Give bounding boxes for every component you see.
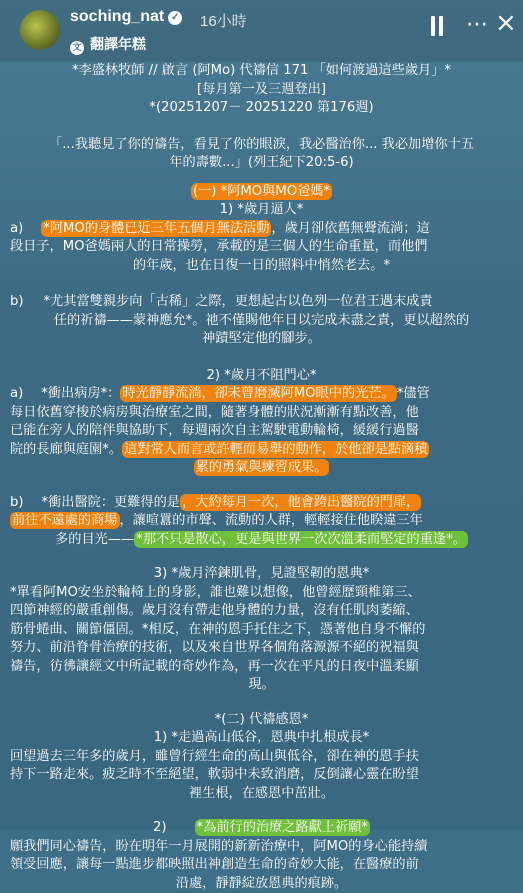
item-b2-green-highlight: *那不只是散心，更是與世界一次次溫柔而堅定的重逢*。 — [134, 531, 468, 548]
section-2-heading: *(二) 代禱感恩* — [10, 711, 513, 730]
item-c3-line2: 四節神經的嚴重創傷。歲月沒有帶走他身體的力量，沒有任肌肉萎縮、 — [10, 602, 513, 621]
section-1-heading: (一) *阿MO與MO爸媽* — [191, 183, 332, 200]
item-c3-line3: 筋骨蜷曲、關節僵固。*相反，在神的恩手托住之下，憑著他自身不懈的 — [10, 621, 513, 640]
schedule-line: [每月第一及三週登出] — [10, 81, 513, 100]
title-line: *李盛林牧師 // 啟言 (阿Mo) 代禱信 171 「如何渡過這些歲月」* — [10, 62, 513, 81]
item-e2-line1: 願我們同心禱告，盼在明年一月展開的新新治療中，阿MO的身心能持續 — [10, 838, 513, 857]
sub-heading-3: 3) *歲月淬鍊肌骨，見證堅韌的恩典* — [10, 565, 513, 584]
post-time: 16小時 — [200, 10, 247, 31]
item-c3-line4: 努力、前沿脊骨治療的技術，以及來自世界各個角落源源不絕的祝福與 — [10, 639, 513, 658]
item-b2-highlight: ，大約每月一次，他會跨出醫院的門扉， — [180, 494, 421, 511]
item-d1-line2: 持下一路走來。疲乏時不至絕望，軟弱中未致消磨，反倒讓心靈在盼望 — [10, 766, 513, 785]
more-icon[interactable]: ⋯ — [466, 12, 489, 37]
item-e2-line3: 沿處，靜靜綻放恩典的痕跡。 — [10, 875, 513, 893]
item-a1-line3: 的年歲，也在日復一日的照料中悄然老去。* — [10, 257, 513, 276]
item-c3-line5: 禱告，彷彿讓經文中所記載的奇妙作為，再一次在平凡的日夜中溫柔顯 — [10, 658, 513, 677]
sub-heading-2-1: 1) *走過高山低谷，恩典中扎根成長* — [10, 729, 513, 748]
item-b2-highlight-2: 前往不遠處的商場 — [10, 512, 120, 529]
item-a1-label: a) — [10, 221, 23, 236]
verse-line-2: 年的壽數...」(列王紀下20:5-6) — [10, 154, 513, 173]
verified-badge-icon: ✓ — [168, 11, 182, 25]
item-a1-line2: 段日子，MO爸媽兩人的日常操勞，承載的是三個人的生命重量，而他們 — [10, 238, 513, 257]
translate-button[interactable]: 文 翻譯年糕 — [70, 34, 146, 55]
item-a2-line2: 每日依舊穿梭於病房與治療室之間，隨著身體的狀況漸漸有點改善，他 — [10, 404, 513, 423]
item-e2-line2: 領受回應，讓每一點進步都映照出神創造生命的奇妙大能，在醫療的前 — [10, 856, 513, 875]
item-a2-highlight: 時光靜靜流淌，卻未曾磨滅阿MO眼中的光芒。 — [120, 385, 396, 402]
story-text: *李盛林牧師 // 啟言 (阿Mo) 代禱信 171 「如何渡過這些歲月」* [每月第一及三週登出] *(20251207－ 20251220 第176週) 「...我聽見了你的禱告，看見了你的眼淚，我必醫治你... 我必加增你十五 年的壽數...」(列王紀下20:5-6) (一) *阿MO與MO爸媽* 1) *歲月逼人* a) *阿MO的身體已近三年五個月無法活動 ，歲月卻依舊無聲流淌；這 段日子，MO爸媽兩人的日常操勞，承載的是三個人的生命重量，而他們 的年歲，也在日復一日的照料中悄然老去。* b) *尤其當雙親步向「古稀」之際，更想起古以色列一位君王遇末成責 任的祈禱——蒙神應允*。祂不僅賜他年日以完成未盡之責，更以超然的 神蹟堅定他的腳步。 2) *歲月不阻門心* a) *衝出病房*： 時光靜靜流淌，卻未曾磨滅阿MO眼中的光芒。 *儘管 每日依舊穿梭於病房與治療室之間，隨著身體的狀況漸漸有點改善，他 已能在旁人的陪伴與協助下，每週兩次自主駕駛電動輪椅，緩緩行過醫 院的長廊與庭園*。 這對常人而言或許輕而易舉的動作，於他卻是點滴積 累的勇氣與練習成果。 b) *衝出醫院：更難得的是 ，大約每月一次，他會跨出醫院的門扉， 前往不遠處的商場 ，讓喧囂的市聲、流動的人群，輕輕接住他睽違三年 多的目光—— *那不只是散心，更是與世界一次次溫柔而堅定的重逢*。 3) *歲月淬鍊肌骨，見證堅韌的恩典* *單看阿MO安坐於輪椅上的身影，誰也難以想像，他曾經歷頸椎第三、 四節神經的嚴重創傷。歲月沒有帶走他身體的力量，沒有任肌肉萎縮、 筋骨蜷曲、關節僵固。*相反，在神的恩手托住之下，憑著他自身不懈的 努力、前沿脊骨治療的技術，以及來自世界各個角落源源不絕的祝福與 禱告，彷彿讓經文中所記載的奇妙作為，再一次在平凡的日夜中溫柔顯 現。 *(二) 代禱感恩* 1) *走過高山低谷，恩典中扎根成長* 回望過去三年多的歲月，雖曾行經生命的高山與低谷，卻在神的恩手扶 持下一路走來。疲乏時不至絕望，軟弱中未致消磨，反倒讓心靈在盼望 裡生根，在感恩中茁壯。 2) *為前行的治療之路獻上祈願* 願我們同心禱告，盼在明年一月展開的新新治療中，阿MO的身心能持續 領受回應，讓每一點進步都映照出神創造生命的奇妙大能，在醫療的前 沿處，靜靜綻放恩典的痕跡。 — [10, 62, 513, 893]
item-c3-line1: *單看阿MO安坐於輪椅上的身影，誰也難以想像，他曾經歷頸椎第三、 — [10, 584, 513, 603]
item-a2-line3: 已能在旁人的陪伴與協助下，每週兩次自主駕駛電動輪椅，緩緩行過醫 — [10, 422, 513, 441]
close-icon[interactable]: × — [495, 8, 517, 38]
story-header — [0, 0, 523, 62]
avatar[interactable] — [20, 10, 60, 50]
pause-icon[interactable] — [428, 16, 446, 36]
sub-heading-2-2: *為前行的治療之路獻上祈願* — [195, 819, 370, 836]
item-d1-line1: 回望過去三年多的歲月，雖曾行經生命的高山與低谷，卻在神的恩手扶 — [10, 748, 513, 767]
verse-line-1: 「...我聽見了你的禱告，看見了你的眼淚，我必醫治你... 我必加增你十五 — [10, 136, 513, 155]
item-c3-line6: 現。 — [10, 676, 513, 695]
item-a1-highlight: *阿MO的身體已近三年五個月無法活動 — [41, 220, 271, 237]
item-b1-line2: 任的祈禱——蒙神應允*。祂不僅賜他年日以完成未盡之責，更以超然的 — [10, 312, 513, 331]
sub-heading-1: 1) *歲月逼人* — [10, 201, 513, 220]
translate-icon: 文 — [70, 41, 84, 55]
item-b1-line3: 神蹟堅定他的腳步。 — [10, 330, 513, 349]
sub-heading-2: 2) *歲月不阻門心* — [10, 367, 513, 386]
item-d1-line3: 裡生根，在感恩中茁壯。 — [10, 785, 513, 804]
item-a2-highlight-2: 這對常人而言或許輕而易舉的動作，於他卻是點滴積 — [122, 441, 429, 458]
item-b1-label: b) — [10, 294, 24, 309]
username[interactable]: soching_nat ✓ — [70, 8, 182, 26]
item-a2-highlight-3: 累的勇氣與練習成果。 — [194, 459, 330, 476]
week-line: *(20251207－ 20251220 第176週) — [10, 99, 513, 118]
